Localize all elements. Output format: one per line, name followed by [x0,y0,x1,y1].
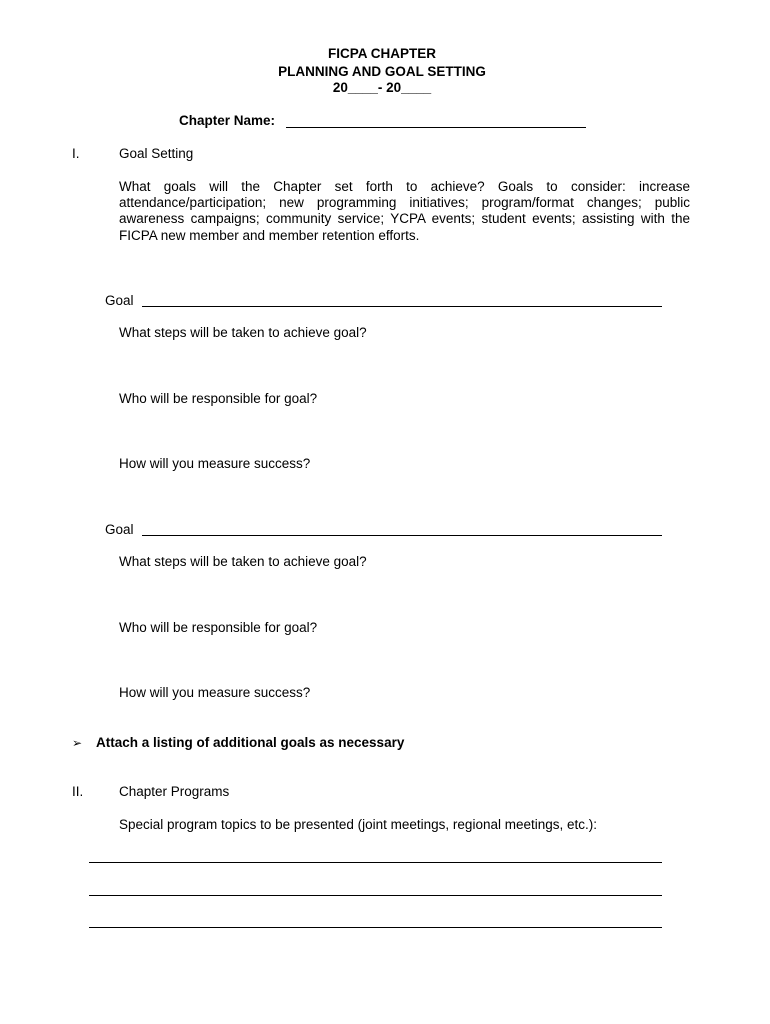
goal-2-responsible-question: Who will be responsible for goal? [119,620,318,635]
program-topics-line-2[interactable] [89,895,662,896]
section-2-numeral: II. [72,784,84,799]
goal-1-measure-question: How will you measure success? [119,456,311,471]
goal-1-label: Goal [105,293,134,308]
section-1-numeral: I. [72,146,80,161]
form-year-range: 20____- 20____ [332,80,432,95]
goal-2-measure-question: How will you measure success? [119,685,311,700]
program-topics-line-1[interactable] [89,862,662,863]
goal-1-steps-question: What steps will be taken to achieve goal? [119,325,367,340]
attach-goals-note: Attach a listing of additional goals as necessary [96,735,405,750]
section-1-heading: Goal Setting [119,146,194,161]
goal-2-label: Goal [105,522,134,537]
goal-setting-instructions: What goals will the Chapter set forth to achieve? Goals to consider: increase attendance/participation; new programming initiatives; program/format changes; public awareness campaigns; community service; YCPA events; student events; assisting with the FICPA new member and member retention efforts. [119,179,690,243]
goal-2-steps-question: What steps will be taken to achieve goal? [119,554,367,569]
goal-1-line[interactable] [142,306,662,307]
chapter-name-line[interactable] [286,127,586,128]
program-topics-prompt: Special program topics to be presented (joint meetings, regional meetings, etc.): [119,817,597,832]
arrow-bullet-icon: ➢ [72,736,83,750]
chapter-name-label: Chapter Name: [179,113,276,128]
section-2-heading: Chapter Programs [119,784,230,799]
goal-2-line[interactable] [142,535,662,536]
goal-1-responsible-question: Who will be responsible for goal? [119,391,318,406]
form-title: FICPA CHAPTER [328,46,436,61]
form-subtitle: PLANNING AND GOAL SETTING [278,64,486,79]
program-topics-line-3[interactable] [89,927,662,928]
